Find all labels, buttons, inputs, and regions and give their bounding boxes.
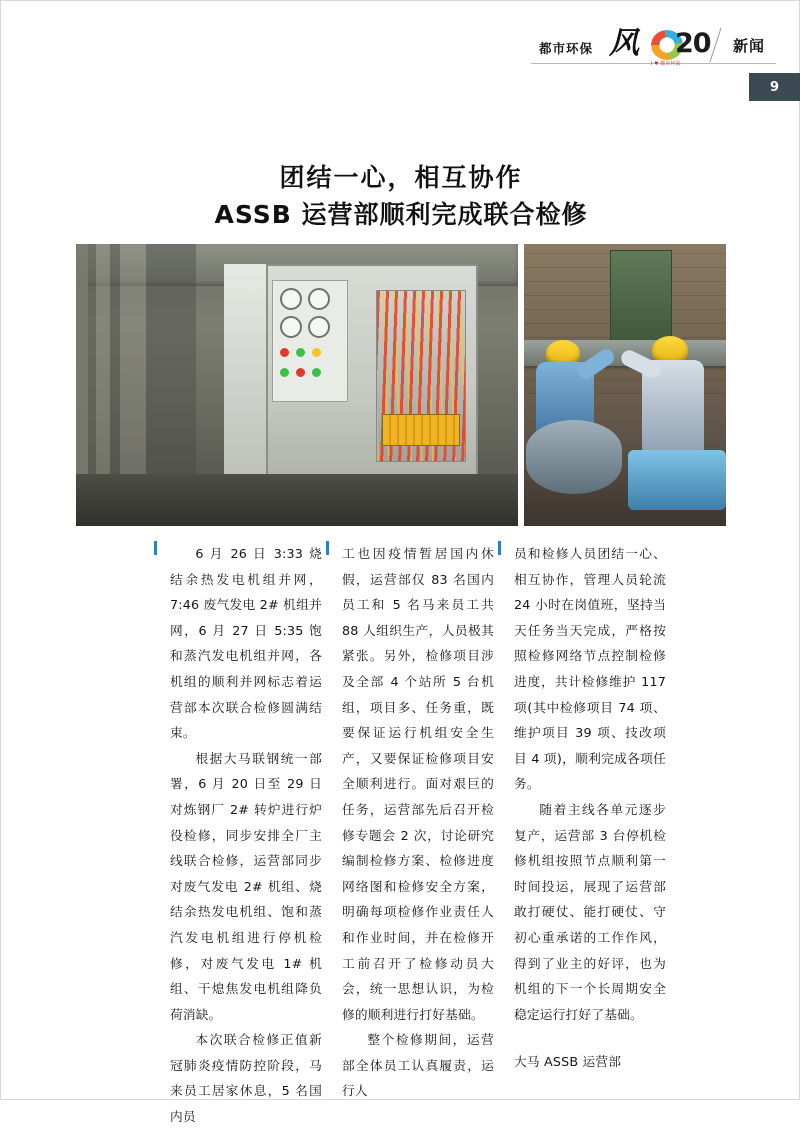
header-slash-divider <box>709 28 721 63</box>
page-subtitle: ASSB 运营部顺利完成联合检修 <box>214 200 588 229</box>
paragraph: 本次联合检修正值新冠肺炎疫情防控阶段，马来员工居家休息，5 名国内员 <box>170 1032 322 1125</box>
column-accent-rule <box>498 541 501 555</box>
article-title-block <box>1 161 800 235</box>
section-label: 新闻 <box>733 37 766 55</box>
indicator-led-red <box>296 368 305 377</box>
paragraph: 员和检修人员团结一心、相互协作，管理人员轮流 24 小时在岗值班，坚持当天任务当天完成，严格按照检修网络节点控制检修进度，共计检修维护 117 项(其中检修项目 74 项、维护项目 39 项、技改项目 4 项)，顺利完成各项任务。 <box>514 546 666 792</box>
article-column-2 <box>342 541 494 1104</box>
photo-wall-maintenance <box>524 244 726 526</box>
gauge-icon <box>280 288 302 310</box>
cabinet-door <box>224 264 268 499</box>
photo-control-cabinet <box>76 244 518 526</box>
indicator-led-yellow <box>312 348 321 357</box>
article-signature: 大马 ASSB 运营部 <box>514 1054 622 1070</box>
paragraph: 6 月 26 日 3:33 烧结余热发电机组并网，7:46 废气发电 2# 机组并网，6 月 27 日 5:35 饱和蒸汽发电机组并网，各机组的顺利并网标志着运营部本次联合检修圆满结束。 <box>170 546 322 741</box>
paragraph: 随着主线各单元逐步复产，运营部 3 台停机检修机组按照节点顺利第一时间投运，展现了运营部敢打硬仗、能打硬仗、守初心重承诺的工作作风，得到了业主的好评，也为机组的下一个长周期安全稳定运行打好了基础。 <box>514 801 666 1022</box>
page-number-badge: 9 <box>749 73 800 101</box>
column-accent-rule <box>154 541 157 555</box>
photo-blue-object <box>628 450 726 510</box>
paragraph: 整个检修期间，运营部全体员工认真履责，运行人 <box>342 1032 494 1099</box>
indicator-led-green <box>296 348 305 357</box>
anniversary-tagline: I ♥ 都市环保 <box>651 61 681 67</box>
indicator-led-green <box>312 368 321 377</box>
gauge-icon <box>280 316 302 338</box>
gauge-icon <box>308 288 330 310</box>
photo-floor <box>76 474 518 526</box>
brand-mark-glyph: 风 <box>609 26 639 61</box>
paragraph: 工也因疫情暂居国内休假，运营部仅 83 名国内员工和 5 名马来员工共 88 人组织生产，人员极其紧张。另外，检修项目涉及全部 4 个站所 5 台机组，项目多、任务重，既要保证运行机组安全生产，又要保证检修项目安全顺利进行。面对艰巨的任务，运营部先后召开检修专题会 2 次，讨论研究编制检修方案、检修进度网络图和检修安全方案，明确每项检修作业责任人和作业时间，并在检修开工前召开了检修动员大会，统一思想认识，为检修的顺利进行打好基础。 <box>342 546 494 1022</box>
article-body <box>76 541 726 1125</box>
gauge-icon <box>308 316 330 338</box>
indicator-led-green <box>280 368 289 377</box>
article-column-1 <box>170 541 322 1130</box>
anniversary-number: 20 <box>675 28 711 59</box>
paragraph: 根据大马联钢统一部署，6 月 20 日至 29 日对炼钢厂 2# 转炉进行炉役检修，同步安排全厂主线联合检修，运营部同步对废气发电 2# 机组、烧结余热发电机组、饱和蒸汽发电机组进行停机检修，对废气发电 1# 机组、干熄焦发电机组降负荷消缺。 <box>170 750 322 1022</box>
brand-name-cn: 都市环保 <box>539 41 594 56</box>
article-column-3 <box>514 541 666 1075</box>
column-accent-rule <box>326 541 329 555</box>
page-header <box>1 15 800 71</box>
page-title: 团结一心，相互协作 <box>279 163 523 192</box>
photo-strip <box>76 244 726 526</box>
indicator-led-red <box>280 348 289 357</box>
photo-green-equipment <box>610 250 672 348</box>
terminal-block <box>382 414 460 446</box>
photo-cylinder-tank <box>526 420 622 494</box>
anniversary-logo <box>649 28 711 67</box>
